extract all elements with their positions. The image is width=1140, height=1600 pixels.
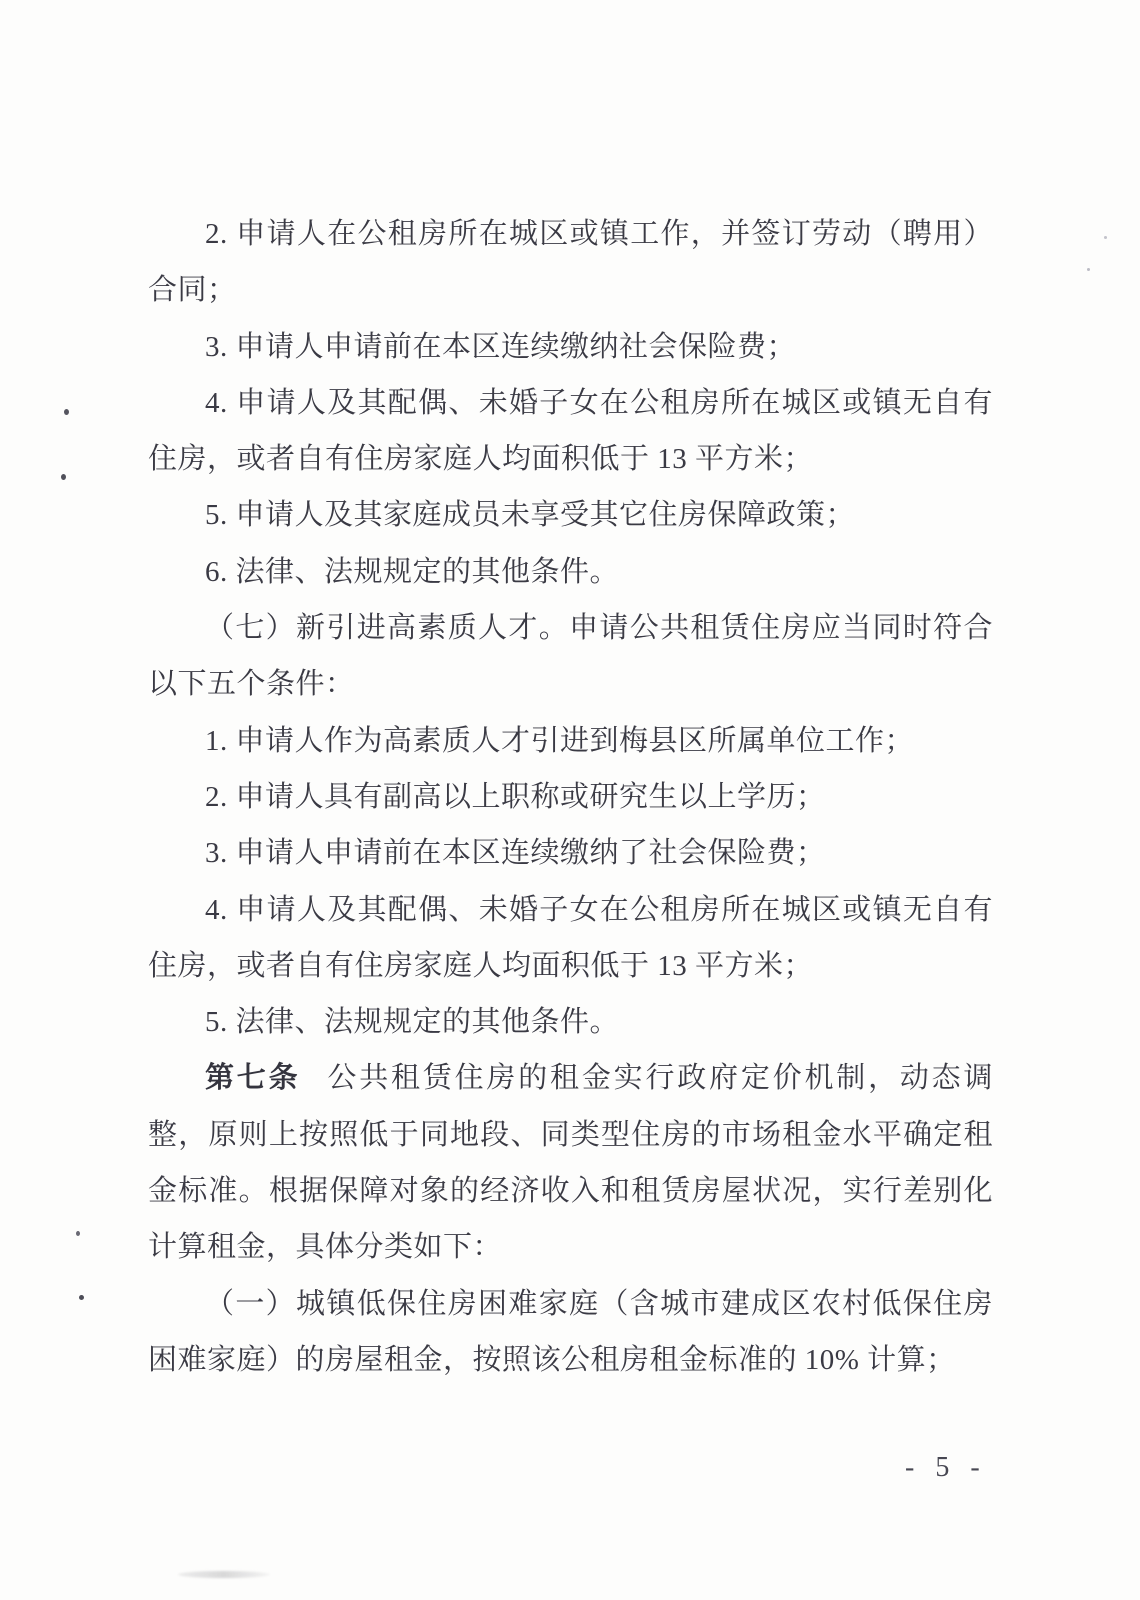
doc-line: 3. 申请人申请前在本区连续缴纳了社会保险费； <box>205 837 826 870</box>
article-number-label: 第七条 <box>205 1062 301 1095</box>
doc-line: 5. 申请人及其家庭成员未享受其它住房保障政策； <box>205 499 856 532</box>
document-body <box>148 206 993 1388</box>
page-number: - 5 - <box>905 1452 987 1483</box>
doc-line: 以下五个条件： <box>148 668 355 701</box>
scan-speck <box>1087 268 1090 271</box>
doc-line: 金标准。根据保障对象的经济收入和租赁房屋状况，实行差别化 <box>148 1175 993 1208</box>
doc-line: 5. 法律、法规规定的其他条件。 <box>205 1006 620 1039</box>
article-text: 公共租赁住房的租金实行政府定价机制，动态调 <box>327 1062 993 1095</box>
doc-line: 4. 申请人及其配偶、未婚子女在公租房所在城区或镇无自有 <box>205 893 993 926</box>
doc-line: 计算租金，具体分类如下： <box>148 1231 503 1264</box>
doc-line: 6. 法律、法规规定的其他条件。 <box>205 555 620 588</box>
scan-speck <box>76 1231 80 1236</box>
doc-line: （一）城镇低保住房困难家庭（含城市建成区农村低保住房 <box>205 1287 993 1320</box>
doc-line: 合同； <box>148 274 237 307</box>
doc-line: 4. 申请人及其配偶、未婚子女在公租房所在城区或镇无自有 <box>205 386 993 419</box>
doc-line: （七）新引进高素质人才。申请公共租赁住房应当同时符合 <box>205 612 993 645</box>
scan-speck <box>64 409 69 415</box>
doc-line: 1. 申请人作为高素质人才引进到梅县区所属单位工作； <box>205 724 915 757</box>
scan-speck <box>79 1295 84 1300</box>
doc-line: 住房，或者自有住房家庭人均面积低于 13 平方米； <box>148 443 814 476</box>
doc-line: 困难家庭）的房屋租金，按照该公租房租金标准的 10% 计算； <box>148 1343 956 1376</box>
doc-line: 住房，或者自有住房家庭人均面积低于 13 平方米； <box>148 949 814 982</box>
doc-line-article-7 <box>148 1050 993 1106</box>
scan-speck <box>61 474 66 480</box>
scan-speck <box>1104 236 1107 239</box>
doc-line: 整，原则上按照低于同地段、同类型住房的市场租金水平确定租 <box>148 1118 993 1151</box>
scan-smudge <box>178 1571 270 1578</box>
doc-line: 2. 申请人在公租房所在城区或镇工作，并签订劳动（聘用） <box>205 218 993 250</box>
doc-line: 2. 申请人具有副高以上职称或研究生以上学历； <box>205 780 826 813</box>
doc-line: 3. 申请人申请前在本区连续缴纳社会保险费； <box>205 330 797 363</box>
